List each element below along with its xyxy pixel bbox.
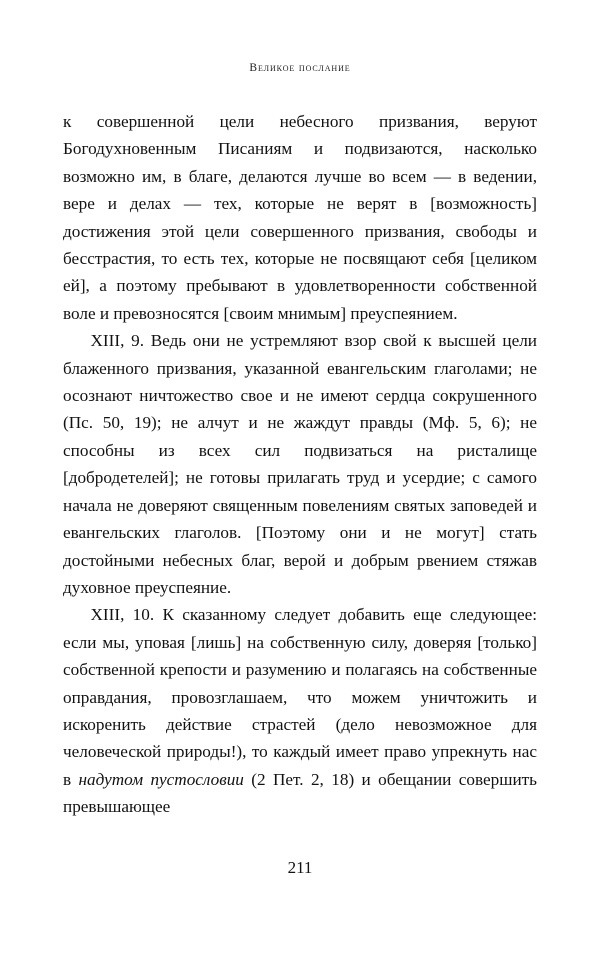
paragraph-3 — [63, 601, 537, 820]
page-number: 211 — [287, 858, 313, 877]
paragraph-3-part-2: (2 Пет. 2, 18) и обещании совершить превышающее — [63, 769, 537, 817]
paragraph-1: к совершенной цели небесного призвания, веруют Богодухновенным Писаниям и подвизаются, насколько возможно им, в благе, делаются лучше во всем — в ведении, вере и делах — тех, которые не верят в [возможность] достижения этой цели совершенного призвания, свободы и бесстрастия, то есть тех, которые не посвящают себя [целиком ей], а поэтому пребывают в удовлетворенности собственной воле и превозносятся [своим мнимым] преуспеянием. — [63, 112, 537, 323]
paragraph-3-part-1: XIII, 10. К сказанному следует добавить еще следующее: если мы, уповая [лишь] на собственную силу, доверяя [только] собственной крепости и разумению и полагаясь на собственные оправдания, провозглашаем, что можем уничтожить и искоренить действие страстей (дело невозможное для человеческой природы!), то каждый имеет право упрекнуть нас в — [63, 605, 537, 789]
paragraph-3-emphasis: надутом пустословии — [78, 769, 244, 789]
running-head: Великое послание — [249, 62, 351, 74]
paragraph-2: XIII, 9. Ведь они не устремляют взор свой к высшей цели блаженного призвания, указанной евангельским глаголами; не осознают ничтожество свое и не имеют сердца сокрушенного (Пс. 50, 19); не алчут и не жаждут правды (Мф. 5, 6); не способны из всех сил подвизаться на ристалище [добродетелей]; не готовы прилагать труд и усердие; с самого начала не доверяют священным повелениям святых заповедей и евангельских глаголов. [Поэтому они и не могут] стать достойными небесных благ, верой и добрым рвением стяжав духовное преуспеяние. — [63, 331, 537, 597]
page-body — [63, 108, 537, 821]
